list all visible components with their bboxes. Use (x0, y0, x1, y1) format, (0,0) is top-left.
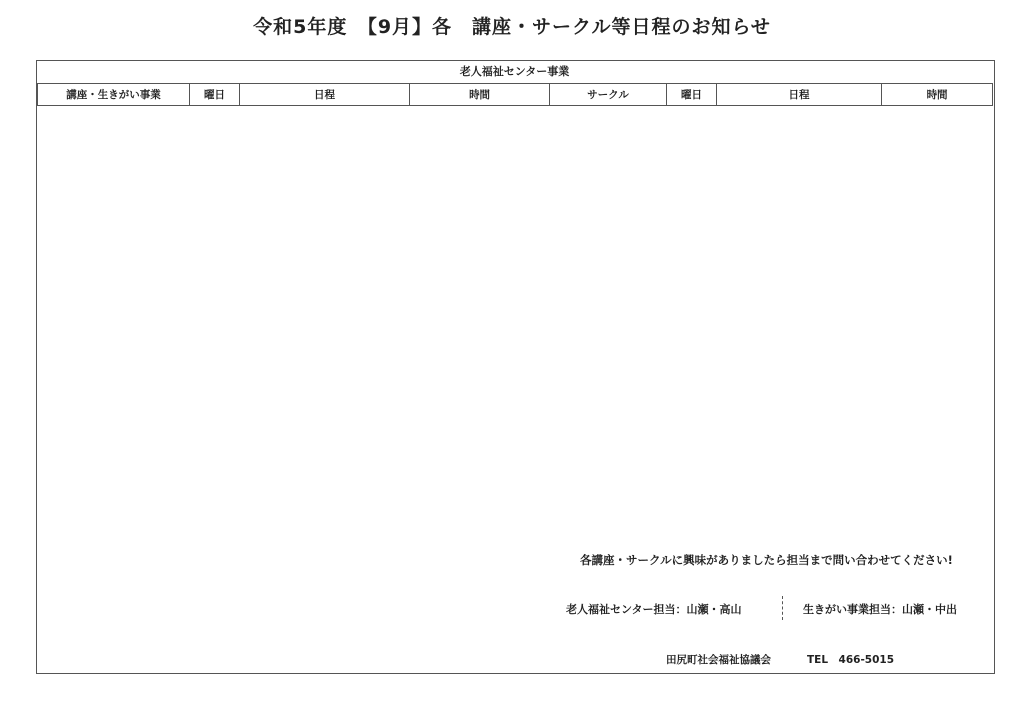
left-header-course: 講座・生きがい事業 (38, 84, 190, 106)
ikigai-contact: 生きがい事業担当：山瀬・中出 (803, 603, 957, 616)
left-header-row (38, 84, 550, 106)
telephone: TEL 466-5015 (807, 654, 895, 666)
center-contact: 老人福祉センター担当：山瀬・高山 (566, 603, 742, 616)
left-header-time: 時間 (410, 84, 550, 106)
right-header-circle: サークル (550, 84, 667, 106)
right-header-time: 時間 (882, 84, 993, 106)
right-header-dates: 日程 (717, 84, 882, 106)
inquiry-note: 各講座・サークルに興味がありましたら担当まで問い合わせてください! (580, 553, 953, 567)
organization-name: 田尻町社会福祉協議会 (666, 654, 771, 666)
left-header-weekday: 曜日 (190, 84, 240, 106)
page-title: 令和5年度 【9月】各 講座・サークル等日程のお知らせ (253, 16, 771, 38)
schedule-frame (36, 60, 995, 674)
left-header-dates: 日程 (240, 84, 410, 106)
contact-separator (782, 596, 783, 620)
right-schedule-table (549, 83, 993, 106)
right-header-weekday: 曜日 (667, 84, 717, 106)
left-schedule-table (37, 83, 550, 106)
center-band-heading: 老人福祉センター事業 (37, 61, 992, 84)
right-header-row (550, 84, 993, 106)
